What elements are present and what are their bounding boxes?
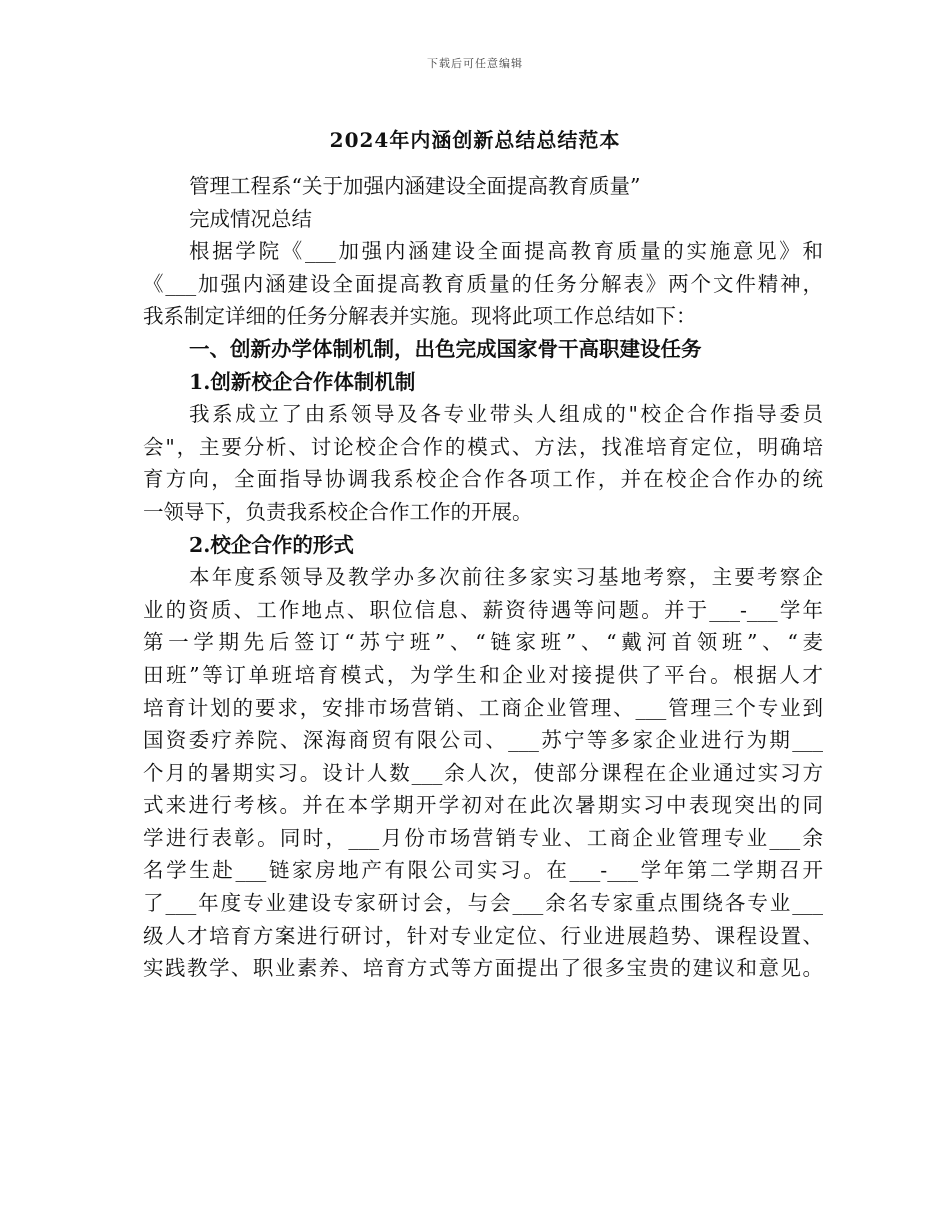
paragraph-line: 田班”等订单班培育模式，为学生和企业对接提供了平台。根据人才 bbox=[143, 662, 823, 687]
paragraph-line: 育方向，全面指导协调我系校企合作各项工作，并在校企合作办的统 bbox=[143, 467, 823, 492]
document-body bbox=[143, 170, 823, 985]
paragraph-line: 会"，主要分析、讨论校企合作的模式、方法，找准培育定位，明确培 bbox=[143, 434, 823, 459]
paragraph-line: 一领导下，负责我系校企合作工作的开展。 bbox=[143, 499, 533, 524]
paragraph-line: 第一学期先后签订“苏宁班”、“链家班”、“戴河首领班”、“麦 bbox=[143, 630, 823, 655]
paragraph-line: 式来进行考核。并在本学期开学初对在此次暑期实习中表现突出的同 bbox=[143, 793, 823, 818]
download-note: 下载后可任意编辑 bbox=[427, 57, 523, 70]
paragraph-line: 培育计划的要求，安排市场营销、工商企业管理、___管理三个专业到 bbox=[143, 695, 823, 720]
paragraph-line: 我系制定详细的任务分解表并实施。现将此项工作总结如下： bbox=[143, 304, 697, 329]
paragraph-line: 我系成立了由系领导及各专业带头人组成的"校企合作指导委员 bbox=[189, 402, 823, 427]
paragraph-line: 实践教学、职业素养、培育方式等方面提出了很多宝贵的建议和意见。 bbox=[143, 956, 823, 981]
paragraph-line: 名学生赴___链家房地产有限公司实习。在___-___学年第二学期召开 bbox=[143, 858, 823, 883]
paragraph-line: 管理工程系“关于加强内涵建设全面提高教育质量” bbox=[189, 174, 641, 198]
paragraph-line: 业的资质、工作地点、职位信息、薪资待遇等问题。并于___-___学年 bbox=[143, 597, 823, 622]
paragraph-line: 《___加强内涵建设全面提高教育质量的任务分解表》两个文件精神， bbox=[143, 271, 823, 296]
section-heading-line: 一、创新办学体制机制，出色完成国家骨干高职建设任务 bbox=[189, 336, 702, 361]
paragraph-line: 本年度系领导及教学办多次前往多家实习基地考察，主要考察企 bbox=[189, 565, 823, 590]
paragraph-line: 学进行表彰。同时，___月份市场营销专业、工商企业管理专业___余 bbox=[143, 825, 823, 850]
section-heading-line: 2.校企合作的形式 bbox=[189, 532, 354, 557]
paragraph-line: 完成情况总结 bbox=[189, 206, 312, 231]
paragraph-line: 级人才培育方案进行研讨，针对专业定位、行业进展趋势、课程设置、 bbox=[143, 923, 823, 948]
paragraph-line: 了___年度专业建设专家研讨会，与会___余名专家重点围绕各专业___ bbox=[143, 891, 823, 916]
paragraph-line: 个月的暑期实习。设计人数___余人次，使部分课程在企业通过实习方 bbox=[143, 760, 823, 785]
paragraph-line: 根据学院《___加强内涵建设全面提高教育质量的实施意见》和 bbox=[189, 239, 823, 264]
section-heading-line: 1.创新校企合作体制机制 bbox=[189, 369, 416, 394]
document-title: 2024年内涵创新总结总结范本 bbox=[329, 128, 621, 152]
paragraph-line: 国资委疗养院、深海商贸有限公司、___苏宁等多家企业进行为期___ bbox=[143, 728, 823, 753]
